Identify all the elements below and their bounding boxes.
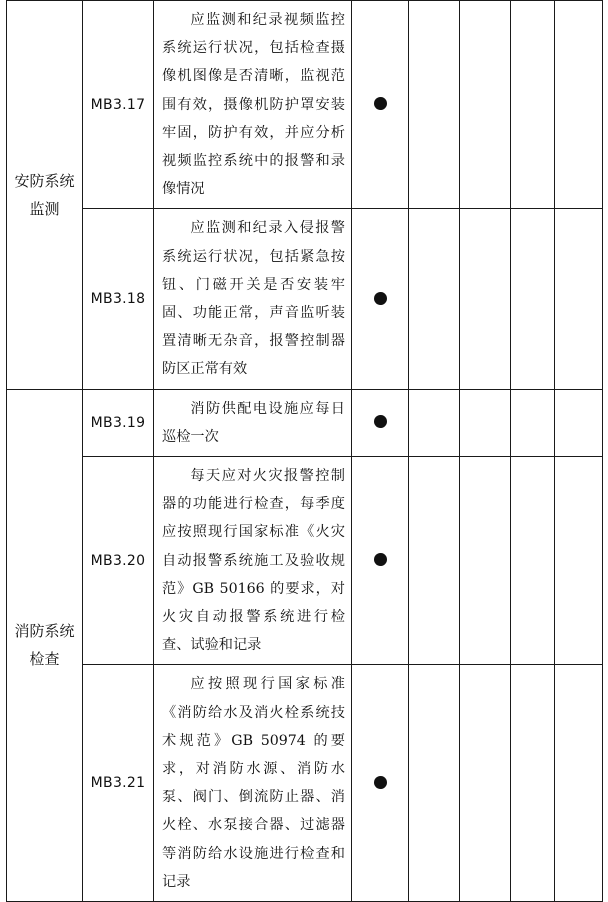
category-line: 消防系统 [14,622,75,641]
category-cell [7,389,83,901]
item-description: 每天应对火灾报警控制器的功能进行检查，每季度应按照现行国家标准《火灾自动报警系统施工及验收规范》GB 50166 的要求，对火灾自动报警系统进行检查、试验和记录 [154,457,352,665]
empty-cell [555,389,603,456]
category-line: 监测 [29,199,60,218]
item-code: MB3.19 [83,389,154,456]
empty-cell [511,1,555,209]
inspection-table [6,0,603,902]
empty-cell [409,209,460,389]
empty-cell [409,665,460,902]
empty-cell [460,209,511,389]
empty-cell [555,1,603,209]
mark-cell [352,665,409,902]
empty-cell [460,1,511,209]
empty-cell [555,457,603,665]
empty-cell [511,457,555,665]
empty-cell [460,665,511,902]
filled-dot-icon [374,415,387,428]
item-description: 应监测和纪录入侵报警系统运行状况，包括紧急按钮、门磁开关是否安装牢固、功能正常，声音监听装置清晰无杂音，报警控制器防区正常有效 [154,209,352,389]
empty-cell [460,457,511,665]
category-cell [7,1,83,390]
table-row [7,209,603,389]
mark-cell [352,1,409,209]
table-row [7,457,603,665]
category-line: 安防系统 [14,171,75,190]
empty-cell [511,665,555,902]
empty-cell [511,209,555,389]
empty-cell [409,1,460,209]
empty-cell [555,209,603,389]
filled-dot-icon [374,292,387,305]
item-code: MB3.21 [83,665,154,902]
empty-cell [555,665,603,902]
mark-cell [352,389,409,456]
mark-cell [352,457,409,665]
table-row [7,389,603,456]
table-row [7,665,603,902]
item-code: MB3.18 [83,209,154,389]
item-code: MB3.20 [83,457,154,665]
item-description: 应按照现行国家标准《消防给水及消火栓系统技术规范》GB 50974 的要求，对消防水源、消防水泵、阀门、倒流防止器、消火栓、水泵接合器、过滤器等消防给水设施进行检查和记录 [154,665,352,902]
item-code: MB3.17 [83,1,154,209]
item-description: 消防供配电设施应每日巡检一次 [154,389,352,456]
table-row [7,1,603,209]
empty-cell [511,389,555,456]
empty-cell [409,457,460,665]
item-description: 应监测和纪录视频监控系统运行状况，包括检查摄像机图像是否清晰，监视范围有效，摄像机防护罩安装牢固，防护有效，并应分析视频监控系统中的报警和录像情况 [154,1,352,209]
filled-dot-icon [374,776,387,789]
empty-cell [409,389,460,456]
filled-dot-icon [374,97,387,110]
empty-cell [460,389,511,456]
filled-dot-icon [374,553,387,566]
mark-cell [352,209,409,389]
category-line: 检查 [29,650,60,669]
